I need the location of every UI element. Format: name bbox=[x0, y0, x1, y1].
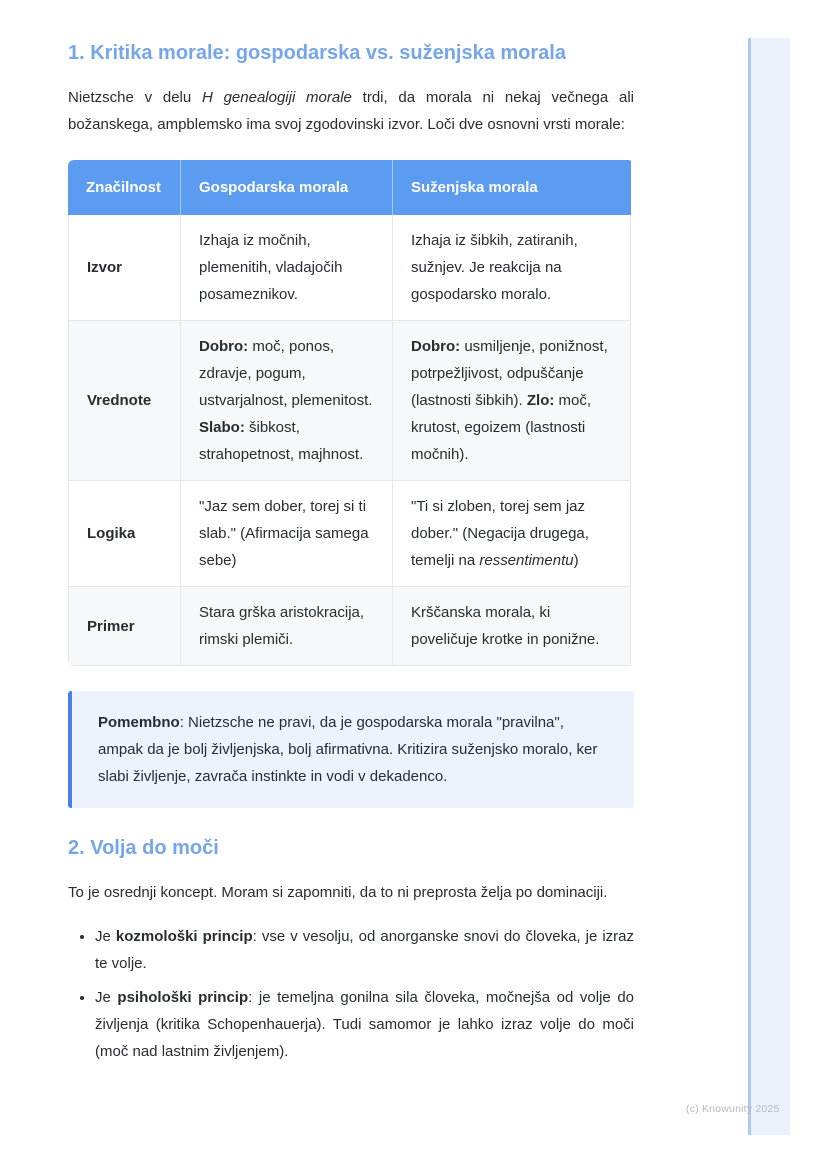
row-label: Logika bbox=[68, 481, 181, 587]
section-2-intro: To je osrednji koncept. Moram si zapomniti, da to ni preprosta želja po dominaciji. bbox=[68, 884, 608, 901]
important-callout bbox=[68, 691, 634, 808]
section-1-heading: 1. Kritika morale: gospodarska vs. suženjska morala bbox=[68, 42, 566, 64]
scrollbar-track[interactable] bbox=[748, 38, 790, 1135]
volja-bullet-list bbox=[68, 923, 634, 1065]
header-suzenjska-morala: Suženjska morala bbox=[393, 160, 631, 215]
important-callout-text: Pomembno: Nietzsche ne pravi, da je gospodarska morala "pravilna", ampak da je bolj življenjska, bolj afirmativna. Kritizira suženjsko moralo, ker slabi življenje, zavrača instinkte in vodi v dekadenco. bbox=[98, 714, 598, 785]
bullet-psiholoski-princip: • Je psihološki princip: je temeljna gonilna sila človeka, močnejša od volje do življenja (kritika Schopenhauerja). Tudi samomor je lahko izraz volje do moči (moč nad lastnim življenjem). bbox=[95, 984, 634, 1065]
table-row-vrednote bbox=[68, 321, 631, 481]
header-znacilnost: Značilnost bbox=[68, 160, 181, 215]
table-header-row bbox=[68, 160, 631, 215]
cell-master-izvor: Izhaja iz močnih, plemenitih, vladajočih posameznikov. bbox=[181, 215, 393, 321]
morala-comparison-table bbox=[68, 160, 634, 666]
cell-slave-vrednote: Dobro: usmiljenje, ponižnost, potrpežljivost, odpuščanje (lastnosti šibkih). Zlo: moč, krutost, egoizem (lastnosti močnih). bbox=[393, 321, 631, 481]
bullet-kozmoloski-princip: • Je kozmološki princip: vse v vesolju, od anorganske snovi do človeka, je izraz te volje. bbox=[95, 923, 634, 977]
section-1-intro: Nietzsche v delu H genealogiji morale trdi, da morala ni nekaj večnega ali božanskega, ampblemsko ima svoj zgodovinski izvor. Loči dve osnovni vrsti morale: bbox=[68, 89, 634, 133]
document-content bbox=[68, 0, 634, 1072]
cell-master-logika: "Jaz sem dober, torej si ti slab." (Afirmacija samega sebe) bbox=[181, 481, 393, 587]
row-label: Primer bbox=[68, 587, 181, 666]
row-label: Izvor bbox=[68, 215, 181, 321]
header-gospodarska-morala: Gospodarska morala bbox=[181, 160, 393, 215]
knowunity-watermark: (c) Knowunity 2025 bbox=[686, 1103, 780, 1115]
table-row-primer bbox=[68, 587, 631, 666]
cell-slave-izvor: Izhaja iz šibkih, zatiranih, sužnjev. Je reakcija na gospodarsko moralo. bbox=[393, 215, 631, 321]
cell-slave-primer: Krščanska morala, ki poveličuje krotke in ponižne. bbox=[393, 587, 631, 666]
cell-master-primer: Stara grška aristokracija, rimski plemiči. bbox=[181, 587, 393, 666]
table-row-logika bbox=[68, 481, 631, 587]
table-row-izvor bbox=[68, 215, 631, 321]
section-2-heading: 2. Volja do moči bbox=[68, 837, 219, 859]
row-label: Vrednote bbox=[68, 321, 181, 481]
cell-slave-logika: "Ti si zloben, torej sem jaz dober." (Negacija drugega, temelji na ressentimentu) bbox=[393, 481, 631, 587]
cell-master-vrednote: Dobro: moč, ponos, zdravje, pogum, ustvarjalnost, plemenitost. Slabo: šibkost, strahopetnost, majhnost. bbox=[181, 321, 393, 481]
